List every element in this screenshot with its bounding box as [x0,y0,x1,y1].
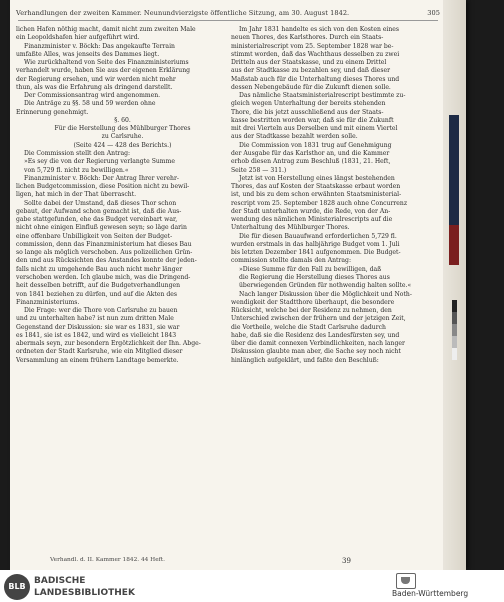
library-name-line2: LANDESBIBLIOTHEK [34,588,135,598]
text-line: ligen, hat mich in der That überrascht. [16,191,137,199]
text-line: dessen Nebengebäude für die Zukunft dienen solle. [231,83,391,91]
text-line: Unterschied zwischen der frühern und der jetzigen Zeit, [231,315,406,323]
text-line: mit drei Vierteln aus Derselben und mit einem Viertel [231,125,398,133]
text-line: Wie zurückhaltend von Seite des Finanzministeriums [24,59,189,67]
text-line: falls nicht zu umgehende Bau auch nicht mehr länger [16,265,183,273]
text-line: commission, denn das Finanzministerium hat dieses Bau [16,240,192,248]
text-line: Der Commissionsantrag wird angenommen. [24,92,161,100]
text-line: aus der Stadtkasse zu bezahlen sey, und daß dieser [231,67,391,75]
text-line: heit desselben betrifft, auf die Budgetverhandlungen [16,282,180,290]
text-line: Sollte dabei der Umstand, daß dieses Thor schon [24,199,177,207]
text-line: commission stellte damals den Antrag: [231,257,351,265]
text-line: erhob diesen Antrag zum Beschluß (1831, 21. Heft, [231,158,391,166]
text-line: der Ausgabe für das Karlsthor an, und die Kammer [231,149,390,157]
text-line: Maßstab auch für die Unterhaltung dieses Thores und [231,75,400,83]
text-line: Diskussion glaubte man aber, die Sache sey noch nicht [231,348,401,356]
grey-scale-patch [452,348,457,360]
bw-name: Baden-Württemberg [392,589,469,598]
text-line: §. 60. [114,116,131,124]
text-line: Unterhaltung des Mühlburger Thores. [231,224,350,232]
text-line: gebaut, der Aufwand schon gemacht ist, daß die Aus- [16,207,182,215]
text-line: Finanzminister v. Böckh: Das angekaufte Terrain [24,42,175,50]
text-line: über die damit connexen Verbindlichkeiten, nach langer [231,340,405,348]
text-line: Dritteln aus der Staatskasse, und zu einem Drittel [231,59,387,67]
page-number: 305 [427,9,440,17]
text-line: den und aus Rücksichten des Anstandes konnte der jeden- [16,257,197,265]
text-line: der Stadt unterhalten wurde, die Rede, von der An- [231,207,391,215]
text-line: von 5,729 fl. nicht zu bewilligen.« [24,166,129,174]
text-line: »Es sey die von der Regierung verlangte Summe [24,158,175,166]
grey-scale-patch [452,324,457,336]
text-line: der Regierung ersehen, und wir werden nicht mehr [16,75,176,83]
text-line: Gegenstand der Diskussion: sie war es 1831, sie war [16,323,180,331]
text-line: Die für diesen Bauaufwand erforderlichen 5,729 fl. [239,232,397,240]
text-line: lichen Hafen nöthig macht, damit nicht zum zweiten Male [16,26,196,33]
bw-crest-icon [396,573,416,589]
color-calibration-strip [443,0,466,570]
text-line: ministerialrescript vom 25. September 1828 war be- [231,42,394,50]
text-line: Versammlung an einem frühern Landtage bemerkte. [16,356,179,364]
text-line: gabe stattgefunden, ehe das Budget vereinbart war, [16,216,178,224]
text-line: Thores, das auf Kosten der Staatskasse erbaut worden [231,183,401,191]
text-line: rescript vom 25. September 1828 auch ohne Concurrenz [231,199,408,207]
text-line: die Regierung die Herstellung dieses Thores aus [239,273,390,281]
text-line: abermals seyn, zur besondern Ergötzlichkeit der Ihn. Abge- [16,340,201,348]
text-line: überwiegenden Gründen für nothwendig halten sollte.« [239,282,412,290]
text-line: stimmt worden, daß das Wachthaus desselben zu zwei [231,50,400,58]
text-line: Das nämliche Staatsministerialrescript bestimmte zu- [239,92,406,100]
calibration-red-bar [449,225,459,265]
text-line: so lange als möglich verschoben. Aus polizeilichen Grün- [16,249,193,257]
text-line: aus der Stadtkasse bezahlt werden solle. [231,133,358,141]
text-line: Thore, die bis jetzt ausschließend aus der Staats- [231,108,384,116]
text-line: eine offenbare Unbilligkeit von Seiten der Budget- [16,232,173,240]
text-line: Die Commission stellt den Antrag: [24,149,131,157]
text-line: nicht ohne einigen Einfluß gewesen seyn; so läge darin [16,224,187,232]
page-sheet [10,0,443,570]
text-line: wurden erstmals in das halbjährige Budget vom 1. Juli [231,240,400,248]
library-name [34,575,135,599]
text-line: die Vortheile, welche die Stadt Carlsruhe dadurch [231,323,386,331]
text-line: Im Jahr 1831 handelte es sich von den Kosten eines [239,26,400,33]
text-line: ordneten der Stadt Karlsruhe, wie ein Mitglied dieser [16,348,183,356]
text-line: und zu unterhalten habe? ist nun zum dritten Male [16,315,174,323]
text-line: thun, als was die Erfahrung als dringend darstellt. [16,83,173,91]
text-line: es 1841, sie ist es 1842, und wird es vielleicht 1843 [16,331,177,339]
blb-logo-icon: BLB [4,574,30,600]
footer-note: Verhandl. d. II. Kammer 1842. 44 Heft. [50,557,165,563]
text-line: von 1841 beziehen zu dürfen, und auf die Akten des [16,290,178,298]
text-line: (Seite 424 — 428 des Berichts.) [73,141,172,149]
text-line: ein Leopoldshafen hier aufgeführt wird. [16,34,140,42]
text-line: Finanzministeriums. [16,298,80,306]
library-name-line1: BADISCHE [34,576,86,586]
text-line: ist, und bis zu dem schon erwähnten Staatsministerial- [231,191,402,199]
text-line: Die Anträge zu §§. 58 und 59 werden ohne [24,100,156,108]
text-line: verschoben werden. Ich glaube mich, was die Dringend- [16,273,191,281]
text-line: gleich wegen Unterhaltung der bereits stehenden [231,100,386,108]
text-line: wendigkeit der Stadtthore überhaupt, die besondere [231,298,395,306]
text-line: bis letzten Dezember 1841 aufgenommen. Die Budget- [231,249,401,257]
scanned-page [10,0,466,570]
grey-scale-patch [452,312,457,324]
text-line: Finanzminister v. Böckh: Der Antrag Ihrer verehr- [24,174,179,182]
grey-scale-patch [452,336,457,348]
grey-scale-patch [452,300,457,312]
left-column [16,26,229,365]
text-line: wendung des nämlichen Ministerialrescripts auf die [231,216,393,224]
text-line: Jetzt ist von Herstellung eines längst bestehenden [239,174,395,182]
right-column [231,26,441,365]
text-line: »Diese Summe für den Fall zu bewilligen, daß [239,265,382,273]
text-line: neuen Thores, des Karlsthores. Durch ein Staats- [231,34,384,42]
text-line: Die Frage: wer die Thore von Carlsruhe zu bauen [24,307,178,315]
header-rule [18,20,438,21]
text-line: lichen Budgetcommission, diese Position nicht zu bewil- [16,183,190,191]
text-line: Nach langer Diskussion über die Möglichkeit und Noth- [239,290,412,298]
text-line: kasse bestritten worden war, daß sie für die Zukunft [231,116,394,124]
text-line: umfaßte Alles, was jenseits des Dammes liegt. [16,50,160,58]
text-line: Seite 258 — 311.) [231,166,287,174]
text-line: Erinnerung genehmigt. [16,108,89,116]
text-line: verhandelt wurde, haben Sie aus der eigenen Erklärung [16,67,191,75]
text-line: Für die Herstellung des Mühlburger Thores [54,125,191,133]
header-title: Verhandlungen der zweiten Kammer. Neunundvierzigste öffentliche Sitzung, am 30. August 1842. [16,9,350,17]
library-banner [0,570,504,602]
page-header [16,9,440,17]
text-line: Die Commission von 1831 trug auf Genehmigung [239,141,392,149]
text-line: zu Carlsruhe. [101,133,144,141]
calibration-blue-bar [449,115,459,225]
text-line: hinlänglich aufgeklärt, und faßte den Beschluß: [231,356,379,364]
text-line: Rücksicht, welche bei der Residenz zu nehmen, den [231,307,392,315]
text-line: habe, daß sie die Residenz des Landesfürsten sey, und [231,331,400,339]
signature-mark: 39 [342,557,351,565]
